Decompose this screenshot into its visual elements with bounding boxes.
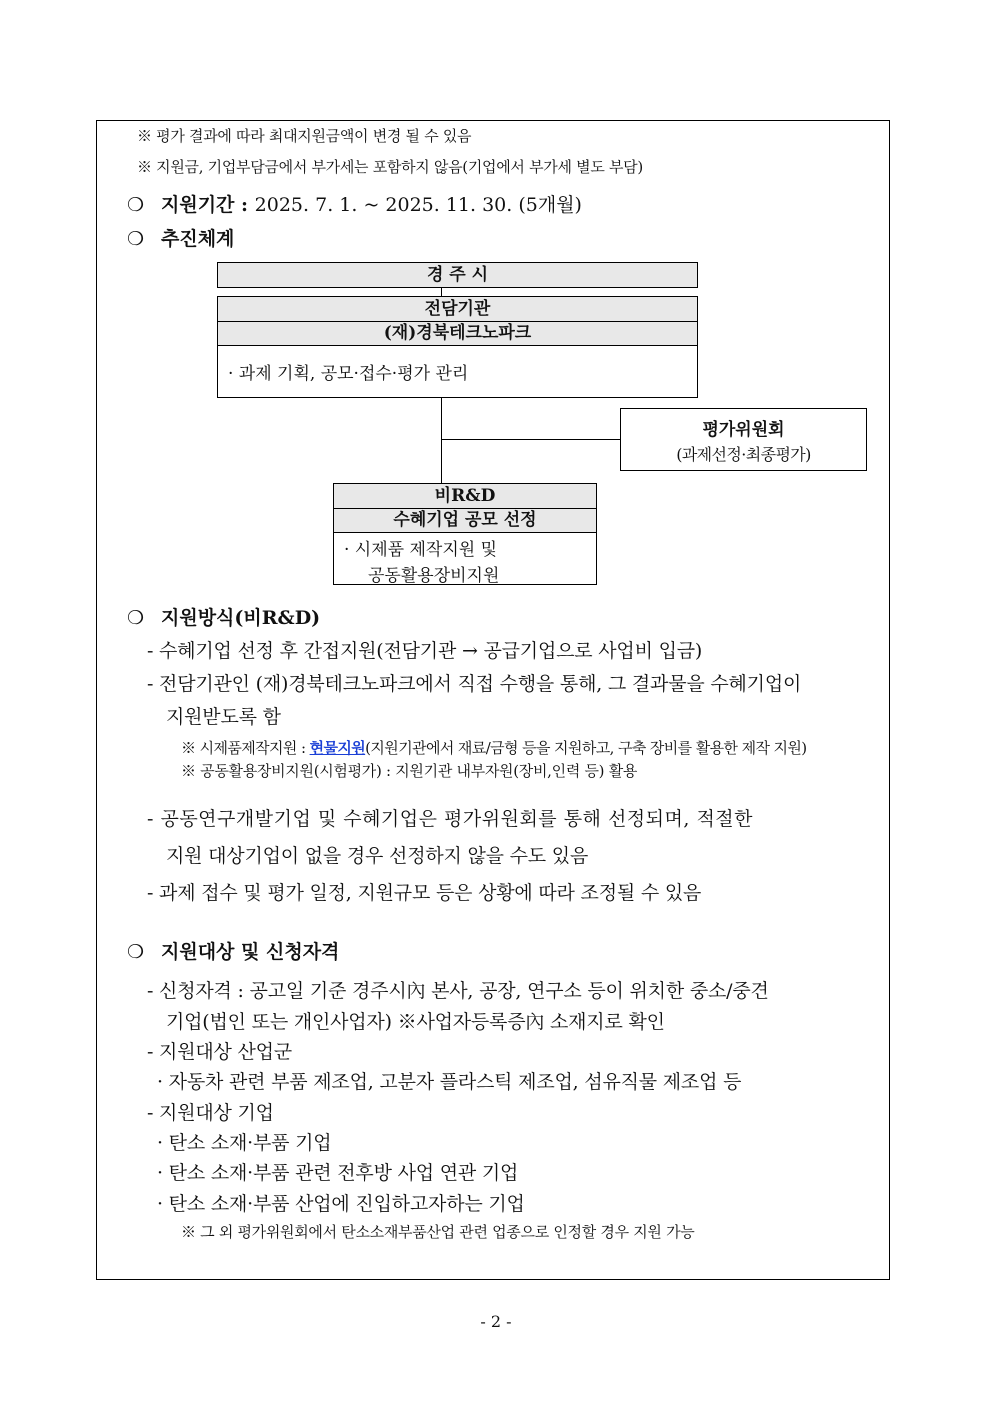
org-rnd-desc-2: 공동활용장비지원 bbox=[368, 566, 500, 586]
section-period bbox=[127, 190, 582, 217]
circle-bullet-icon: ❍ bbox=[127, 228, 145, 250]
method-note-1-highlight: 현물지원 bbox=[309, 739, 366, 757]
note-vat: ※ 지원금, 기업부담금에서 부가세는 포함하지 않음(기업에서 부가세 별도 부담) bbox=[137, 158, 643, 176]
method-item-3-line-1: - 공동연구개발기업 및 수혜기업은 평가위원회를 통해 선정되며, 적절한 bbox=[147, 808, 754, 830]
target-label: 지원대상 및 신청자격 bbox=[161, 941, 340, 963]
org-agency-title: 전담기관 bbox=[218, 297, 697, 322]
method-item-4: - 과제 접수 및 평가 일정, 지원규모 등은 상황에 따라 조정될 수 있음 bbox=[147, 882, 702, 904]
org-box-city bbox=[217, 262, 698, 288]
method-note-1 bbox=[181, 737, 807, 758]
circle-bullet-icon: ❍ bbox=[127, 194, 145, 216]
method-item-2-line-1: - 전담기관인 (재)경북테크노파크에서 직접 수행을 통해, 그 결과물을 수혜기업이 bbox=[147, 673, 802, 695]
method-label: 지원방식(비R&D) bbox=[161, 607, 321, 629]
connector-line bbox=[441, 439, 621, 440]
section-system bbox=[127, 224, 234, 251]
target-company-title: - 지원대상 기업 bbox=[147, 1102, 274, 1124]
note-max-amount: ※ 평가 결과에 따라 최대지원금액이 변경 될 수 있음 bbox=[137, 127, 472, 145]
org-rnd-title: 비R&D bbox=[334, 484, 596, 509]
circle-bullet-icon: ❍ bbox=[127, 607, 145, 629]
target-company-note: ※ 그 외 평가위원회에서 탄소소재부품산업 관련 업종으로 인정할 경우 지원 가능 bbox=[181, 1223, 695, 1241]
org-committee-title: 평가위원회 bbox=[702, 420, 785, 440]
target-company-item: · 탄소 소재·부품 기업 bbox=[157, 1132, 332, 1154]
method-note-2: ※ 공동활용장비지원(시험평가) : 지원기관 내부자원(장비,인력 등) 활용 bbox=[181, 762, 638, 780]
connector-line bbox=[441, 288, 442, 296]
method-item-2-line-2: 지원받도록 함 bbox=[166, 706, 281, 728]
target-industry-title: - 지원대상 산업군 bbox=[147, 1041, 292, 1063]
method-note-1-prefix: ※ 시제품제작지원 : bbox=[181, 739, 310, 757]
method-note-1-suffix: (지원기관에서 재료/금형 등을 지원하고, 구축 장비를 활용한 제작 지원) bbox=[365, 739, 807, 757]
connector-line bbox=[441, 398, 442, 483]
org-box-committee bbox=[620, 408, 867, 471]
target-industry-item: · 자동차 관련 부품 제조업, 고분자 플라스틱 제조업, 섬유직물 제조업 등 bbox=[157, 1071, 742, 1093]
period-value: 2025. 7. 1. ~ 2025. 11. 30. (5개월) bbox=[254, 194, 582, 216]
org-committee-desc: (과제선정·최종평가) bbox=[676, 445, 811, 464]
org-agency-name: (재)경북테크노파크 bbox=[218, 322, 697, 346]
section-target bbox=[127, 937, 339, 964]
system-label: 추진체계 bbox=[161, 228, 235, 250]
method-item-1: - 수혜기업 선정 후 간접지원(전담기관 → 공급기업으로 사업비 입금) bbox=[147, 640, 703, 662]
org-rnd-desc-1: · 시제품 제작지원 및 bbox=[344, 540, 497, 560]
section-method bbox=[127, 603, 320, 630]
target-qual-line-2: 기업(법인 또는 개인사업자) ※사업자등록증內 소재지로 확인 bbox=[166, 1011, 665, 1033]
page-number: - 2 - bbox=[480, 1312, 512, 1331]
method-item-3-line-2: 지원 대상기업이 없을 경우 선정하지 않을 수도 있음 bbox=[166, 845, 589, 867]
period-label: 지원기간 : bbox=[161, 194, 249, 216]
org-city-label: 경 주 시 bbox=[218, 263, 697, 287]
org-box-rnd bbox=[333, 483, 597, 585]
org-box-agency bbox=[217, 296, 698, 398]
target-company-item: · 탄소 소재·부품 관련 전후방 사업 연관 기업 bbox=[157, 1162, 519, 1184]
circle-bullet-icon: ❍ bbox=[127, 941, 145, 963]
target-qual-line-1: - 신청자격 : 공고일 기준 경주시內 본사, 공장, 연구소 등이 위치한 중소/중견 bbox=[147, 980, 769, 1002]
org-agency-desc: · 과제 기획, 공모·접수·평가 관리 bbox=[228, 364, 469, 384]
target-company-item: · 탄소 소재·부품 산업에 진입하고자하는 기업 bbox=[157, 1193, 525, 1215]
org-rnd-sub: 수혜기업 공모 선정 bbox=[334, 509, 596, 533]
